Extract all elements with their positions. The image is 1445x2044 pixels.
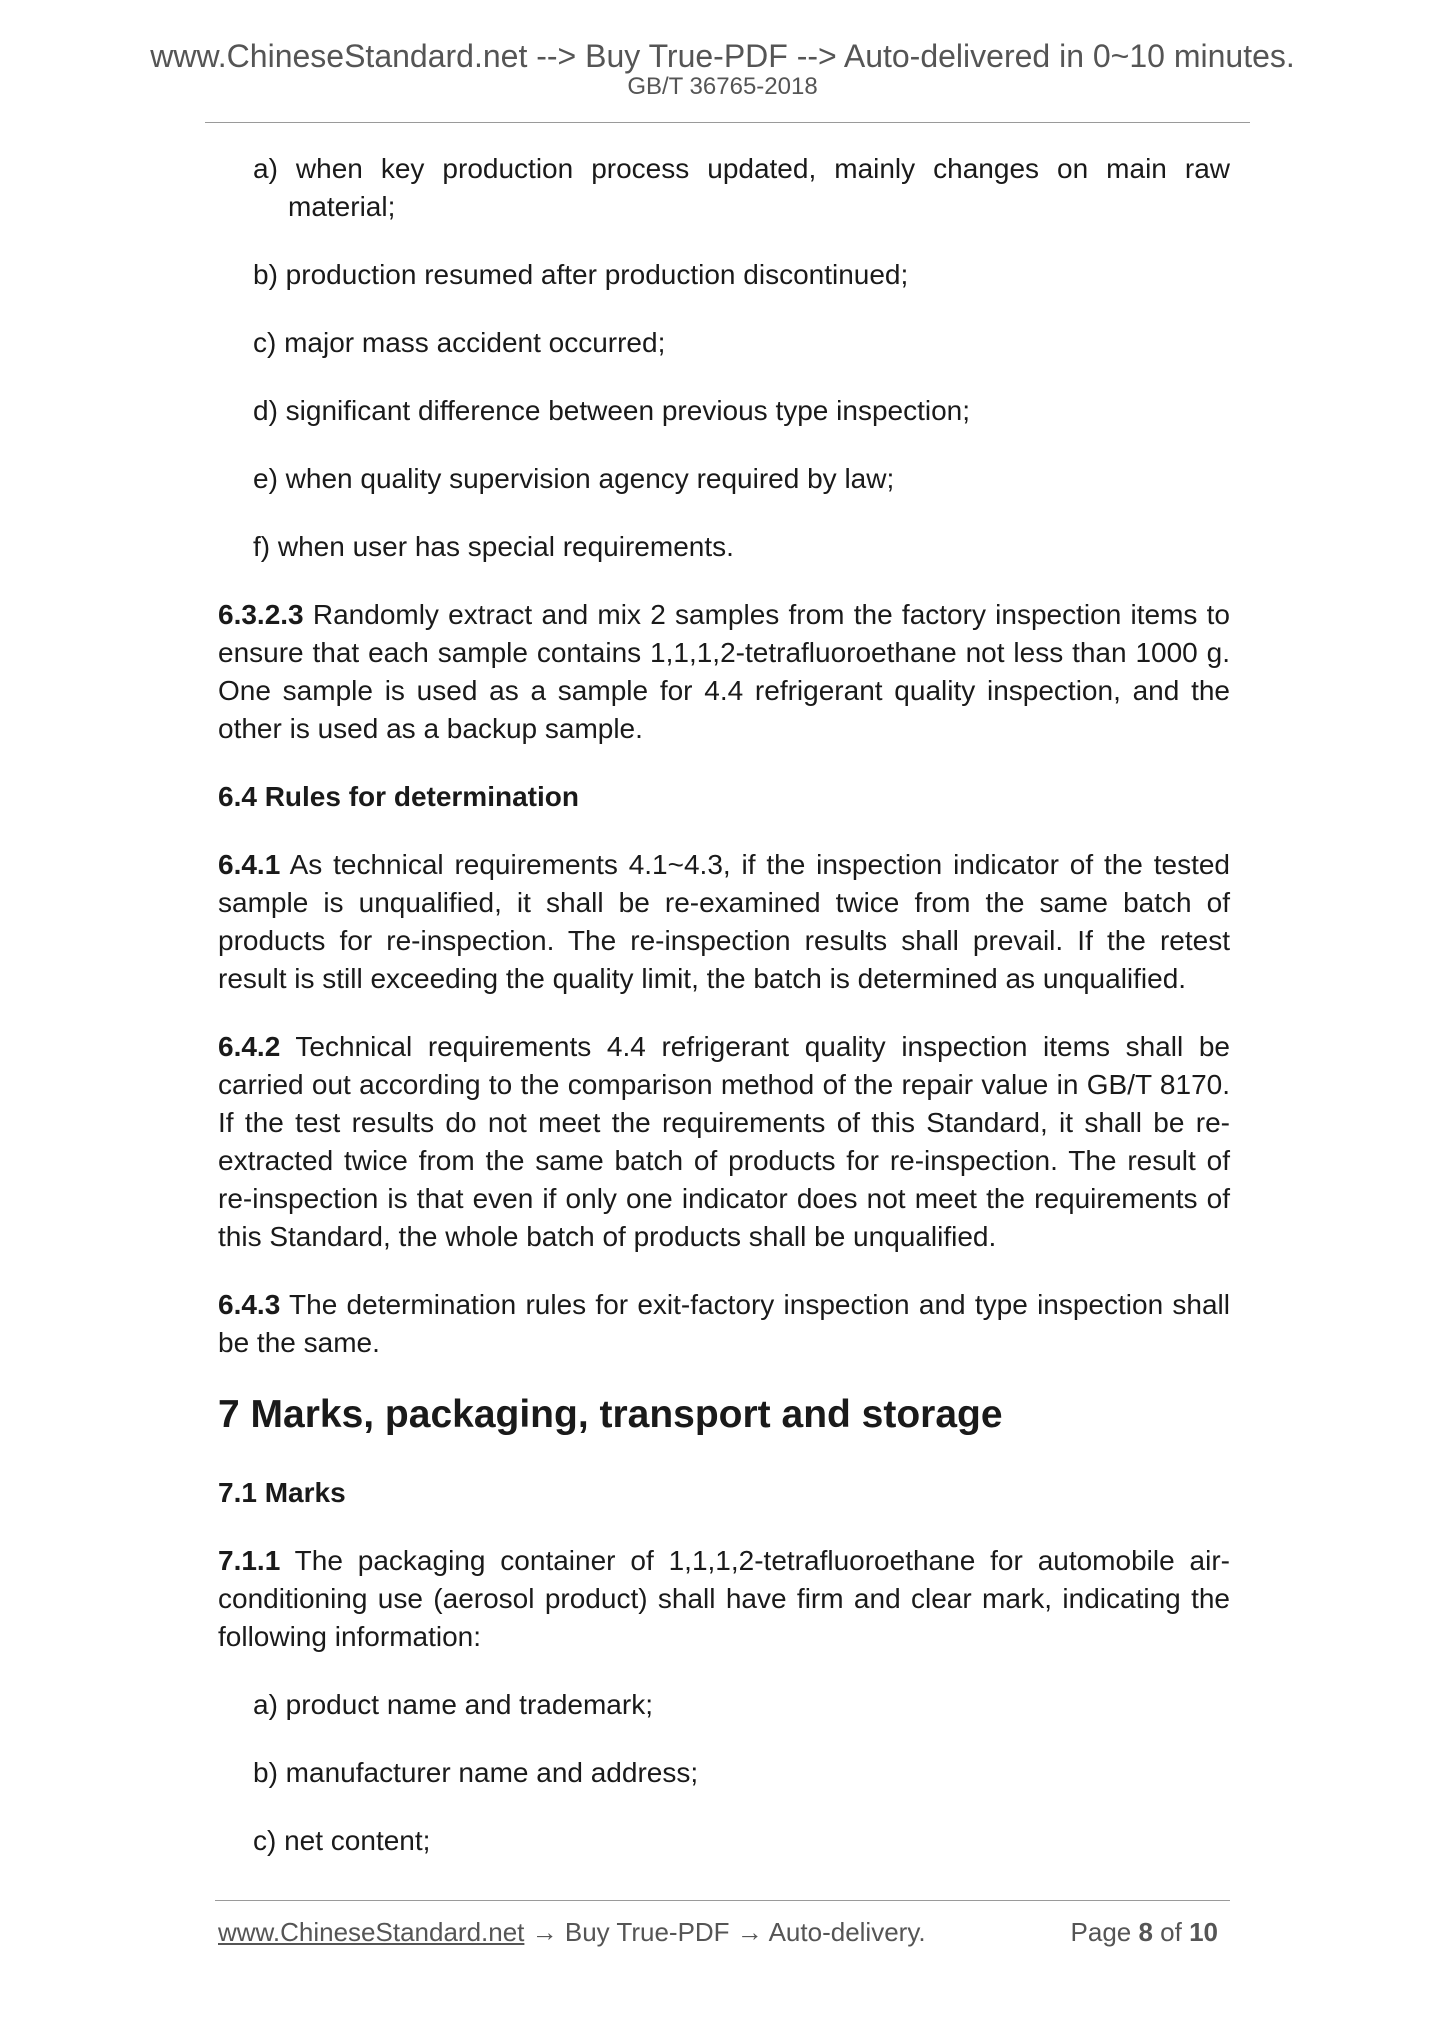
header-divider (205, 122, 1250, 123)
clause-number: 7.1.1 (218, 1545, 281, 1576)
clause-6-4-3 (218, 1286, 1230, 1362)
document-id: GB/T 36765-2018 (627, 73, 818, 100)
page-label: Page (1070, 1917, 1139, 1947)
page-content (218, 150, 1230, 1890)
clause-text: The packaging container of 1,1,1,2-tetrafluoroethane for automobile air-conditioning use (aerosol product) shall have firm and clear mark, indicating the following information: (218, 1545, 1230, 1652)
top-banner: www.ChineseStandard.net --> Buy True-PDF --> Auto-delivered in 0~10 minutes. (150, 38, 1295, 74)
current-page: 8 (1138, 1917, 1153, 1947)
footer-site-link[interactable]: www.ChineseStandard.net (218, 1917, 525, 1947)
list-item: c) net content; (253, 1825, 431, 1856)
list-item: b) manufacturer name and address; (253, 1757, 699, 1788)
clause-7-1-1 (218, 1542, 1230, 1656)
clause-6-4-1 (218, 846, 1230, 998)
clause-number: 6.4.1 (218, 849, 281, 880)
list-item: b) production resumed after production discontinued; (253, 259, 909, 290)
section-heading-7: 7 Marks, packaging, transport and storage (218, 1393, 1003, 1436)
page-number (1071, 1916, 1218, 1948)
clause-number: 6.3.2.3 (218, 599, 304, 630)
footer-promo (218, 1916, 926, 1948)
of-label: of (1152, 1917, 1190, 1947)
footer-divider (215, 1900, 1230, 1901)
list-item: a) when key production process updated, mainly changes on main raw material; (253, 153, 1230, 222)
arrow-icon: → (524, 1917, 565, 1947)
clause-text: Randomly extract and mix 2 samples from the factory inspection items to ensure that each sample contains 1,1,1,2-tetrafluoroethane not less than 1000 g. One sample is used as a sample for 4.4 refrigerant quality inspection, and the other is used as a backup sample. (218, 599, 1230, 744)
clause-text: Technical requirements 4.4 refrigerant quality inspection items shall be carried out according to the comparison method of the repair value in GB/T 8170. If the test results do not meet the requirements of this Standard, it shall be re-extracted twice from the same batch of products for re-inspection. The result of re-inspection is that even if only one indicator does not meet the requirements of this Standard, the whole batch of products shall be unqualified. (218, 1031, 1230, 1252)
list-item: f) when user has special requirements. (253, 531, 734, 562)
list-item: e) when quality supervision agency required by law; (253, 463, 895, 494)
list-item: d) significant difference between previous type inspection; (253, 395, 971, 426)
clause-number: 6.4.2 (218, 1031, 281, 1062)
list-item: c) major mass accident occurred; (253, 327, 666, 358)
clause-text: The determination rules for exit-factory inspection and type inspection shall be the same. (218, 1289, 1230, 1358)
clause-6-3-2-3 (218, 596, 1230, 748)
heading-6-4: 6.4 Rules for determination (218, 781, 579, 812)
footer-end-text: Auto-delivery. (768, 1917, 926, 1947)
clause-6-4-2 (218, 1028, 1230, 1256)
heading-7-1: 7.1 Marks (218, 1477, 346, 1508)
clause-text: As technical requirements 4.1~4.3, if the inspection indicator of the tested sample is unqualified, it shall be re-examined twice from the same batch of products for re-inspection. The re-inspection results shall prevail. If the retest result is still exceeding the quality limit, the batch is determined as unqualified. (218, 849, 1230, 994)
arrow-icon: → (729, 1917, 769, 1947)
clause-number: 6.4.3 (218, 1289, 281, 1320)
total-pages: 10 (1189, 1917, 1218, 1947)
footer-middle-text: Buy True-PDF (564, 1917, 730, 1947)
list-item: a) product name and trademark; (253, 1689, 653, 1720)
